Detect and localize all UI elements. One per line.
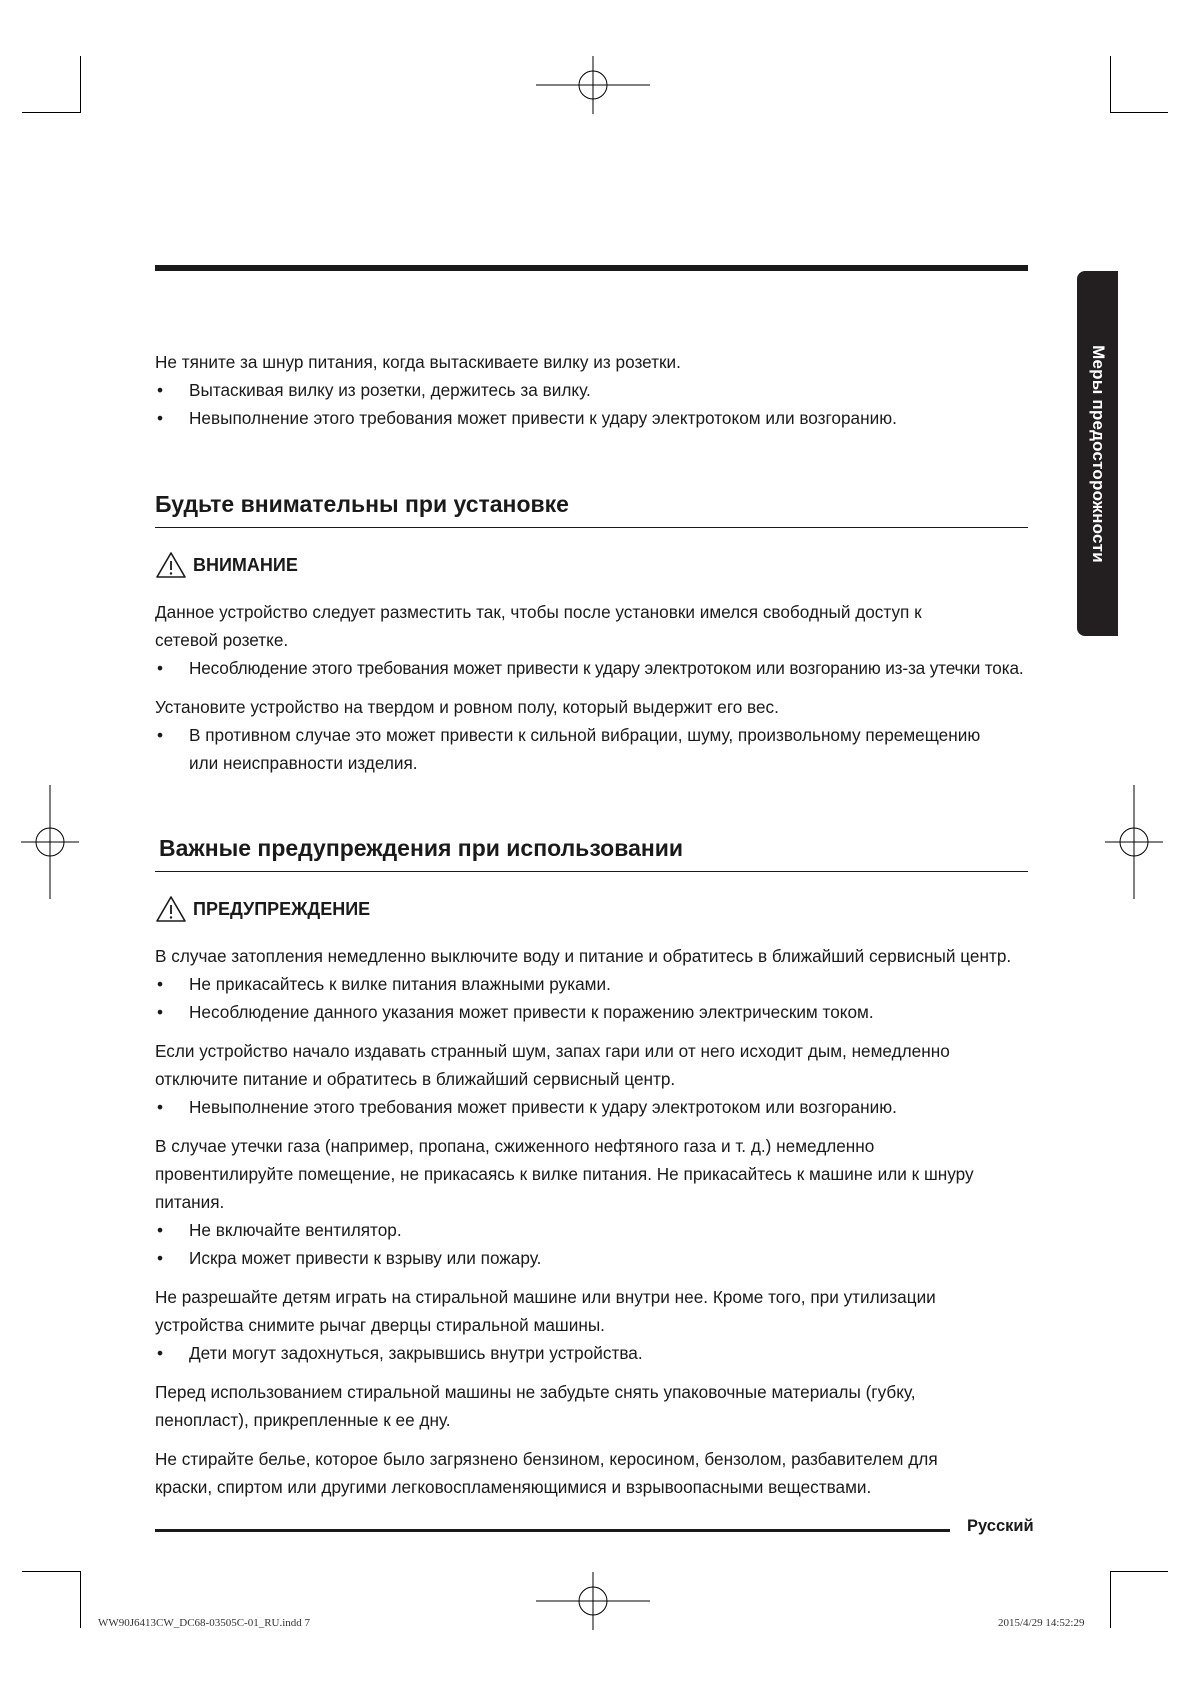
- paragraph: В случае затопления немедленно выключите воду и питание и обратитесь в ближайший сервисный центр.: [155, 946, 1012, 966]
- warning-label: ПРЕДУПРЕЖДЕНИЕ: [193, 898, 371, 919]
- caution-heading: [155, 550, 1028, 580]
- section-usage-body: [155, 942, 1028, 1501]
- print-timestamp: 2015/4/29 14:52:29: [998, 1617, 1085, 1629]
- paragraph: Не стирайте белье, которое было загрязнено бензином, керосином, бензолом, разбавителем для краски, спиртом или другими легковоспламеняющимися и взрывоопасными веществами.: [155, 1449, 938, 1497]
- crop-mark: [1110, 56, 1111, 113]
- crop-mark: [1110, 1571, 1168, 1572]
- bottom-rule: [155, 1529, 950, 1532]
- paragraph: Установите устройство на твердом и ровном полу, который выдержит его вес.: [155, 697, 779, 717]
- section-title: Важные предупреждения при использовании: [155, 832, 1028, 872]
- chapter-side-tab: [1077, 271, 1118, 636]
- paragraph: В случае утечки газа (например, пропана, сжиженного нефтяного газа и т. д.) немедленно провентилируйте помещение, не прикасаясь к вилке питания. Не прикасайтесь к машине или к шнуру питания.: [155, 1136, 974, 1212]
- crop-mark: [80, 1571, 81, 1628]
- crop-mark: [22, 112, 80, 113]
- registration-mark-icon: [536, 28, 650, 142]
- page-language: Русский: [967, 1517, 1034, 1535]
- top-rule: [155, 265, 1028, 271]
- chapter-side-tab-label: Меры предосторожности: [1088, 344, 1108, 563]
- paragraph: Не тяните за шнур питания, когда вытаскиваете вилку из розетки.: [155, 352, 681, 372]
- crop-mark: [80, 56, 81, 113]
- crop-mark: [1110, 1571, 1111, 1628]
- bullet-item: • Невыполнение этого требования может привести к удару электротоком или возгоранию.: [155, 404, 1028, 432]
- bullet-item: • В противном случае это может привести к сильной вибрации, шуму, произвольному перемещению или неисправности изделия.: [155, 721, 1028, 777]
- crop-mark: [22, 1571, 80, 1572]
- bullet-item: • Несоблюдение этого требования может привести к удару электротоком или возгоранию из-за утечки тока.: [155, 654, 1028, 682]
- warning-triangle-icon: [155, 895, 187, 923]
- registration-mark-icon: [0, 785, 107, 899]
- file-slug: WW90J6413CW_DC68-03505C-01_RU.indd 7: [98, 1617, 311, 1629]
- registration-mark-icon: [536, 1544, 650, 1658]
- bullet-item: • Невыполнение этого требования может привести к удару электротоком или возгоранию.: [155, 1093, 1028, 1121]
- bullet-item: • Дети могут задохнуться, закрывшись внутри устройства.: [155, 1339, 1028, 1367]
- section-title: Будьте внимательны при установке: [155, 488, 1028, 528]
- warning-heading: [155, 894, 1028, 924]
- paragraph: Данное устройство следует разместить так, чтобы после установки имелся свободный доступ к сетевой розетке.: [155, 602, 922, 650]
- bullet-item: • Не прикасайтесь к вилке питания влажными руками.: [155, 970, 1028, 998]
- bullet-item: • Вытаскивая вилку из розетки, держитесь за вилку.: [155, 376, 1028, 404]
- warning-triangle-icon: [155, 551, 187, 579]
- section-usage: [155, 832, 1028, 872]
- section-installation: [155, 488, 1028, 528]
- intro-block: [155, 348, 1028, 432]
- bullet-item: • Не включайте вентилятор.: [155, 1216, 1028, 1244]
- registration-mark-icon: [1077, 785, 1190, 899]
- section-installation-body: [155, 598, 1028, 777]
- paragraph: Если устройство начало издавать странный шум, запах гари или от него исходит дым, немедленно отключите питание и обратитесь в ближайший сервисный центр.: [155, 1041, 950, 1089]
- paragraph: Не разрешайте детям играть на стиральной машине или внутри нее. Кроме того, при утилизации устройства снимите рычаг дверцы стиральной машины.: [155, 1287, 936, 1335]
- bullet-item: • Несоблюдение данного указания может привести к поражению электрическим током.: [155, 998, 1028, 1026]
- bullet-item: • Искра может привести к взрыву или пожару.: [155, 1244, 1028, 1272]
- crop-mark: [1110, 112, 1168, 113]
- paragraph: Перед использованием стиральной машины не забудьте снять упаковочные материалы (губку, пенопласт), прикрепленные к ее дну.: [155, 1382, 916, 1430]
- caution-label: ВНИМАНИЕ: [193, 554, 298, 575]
